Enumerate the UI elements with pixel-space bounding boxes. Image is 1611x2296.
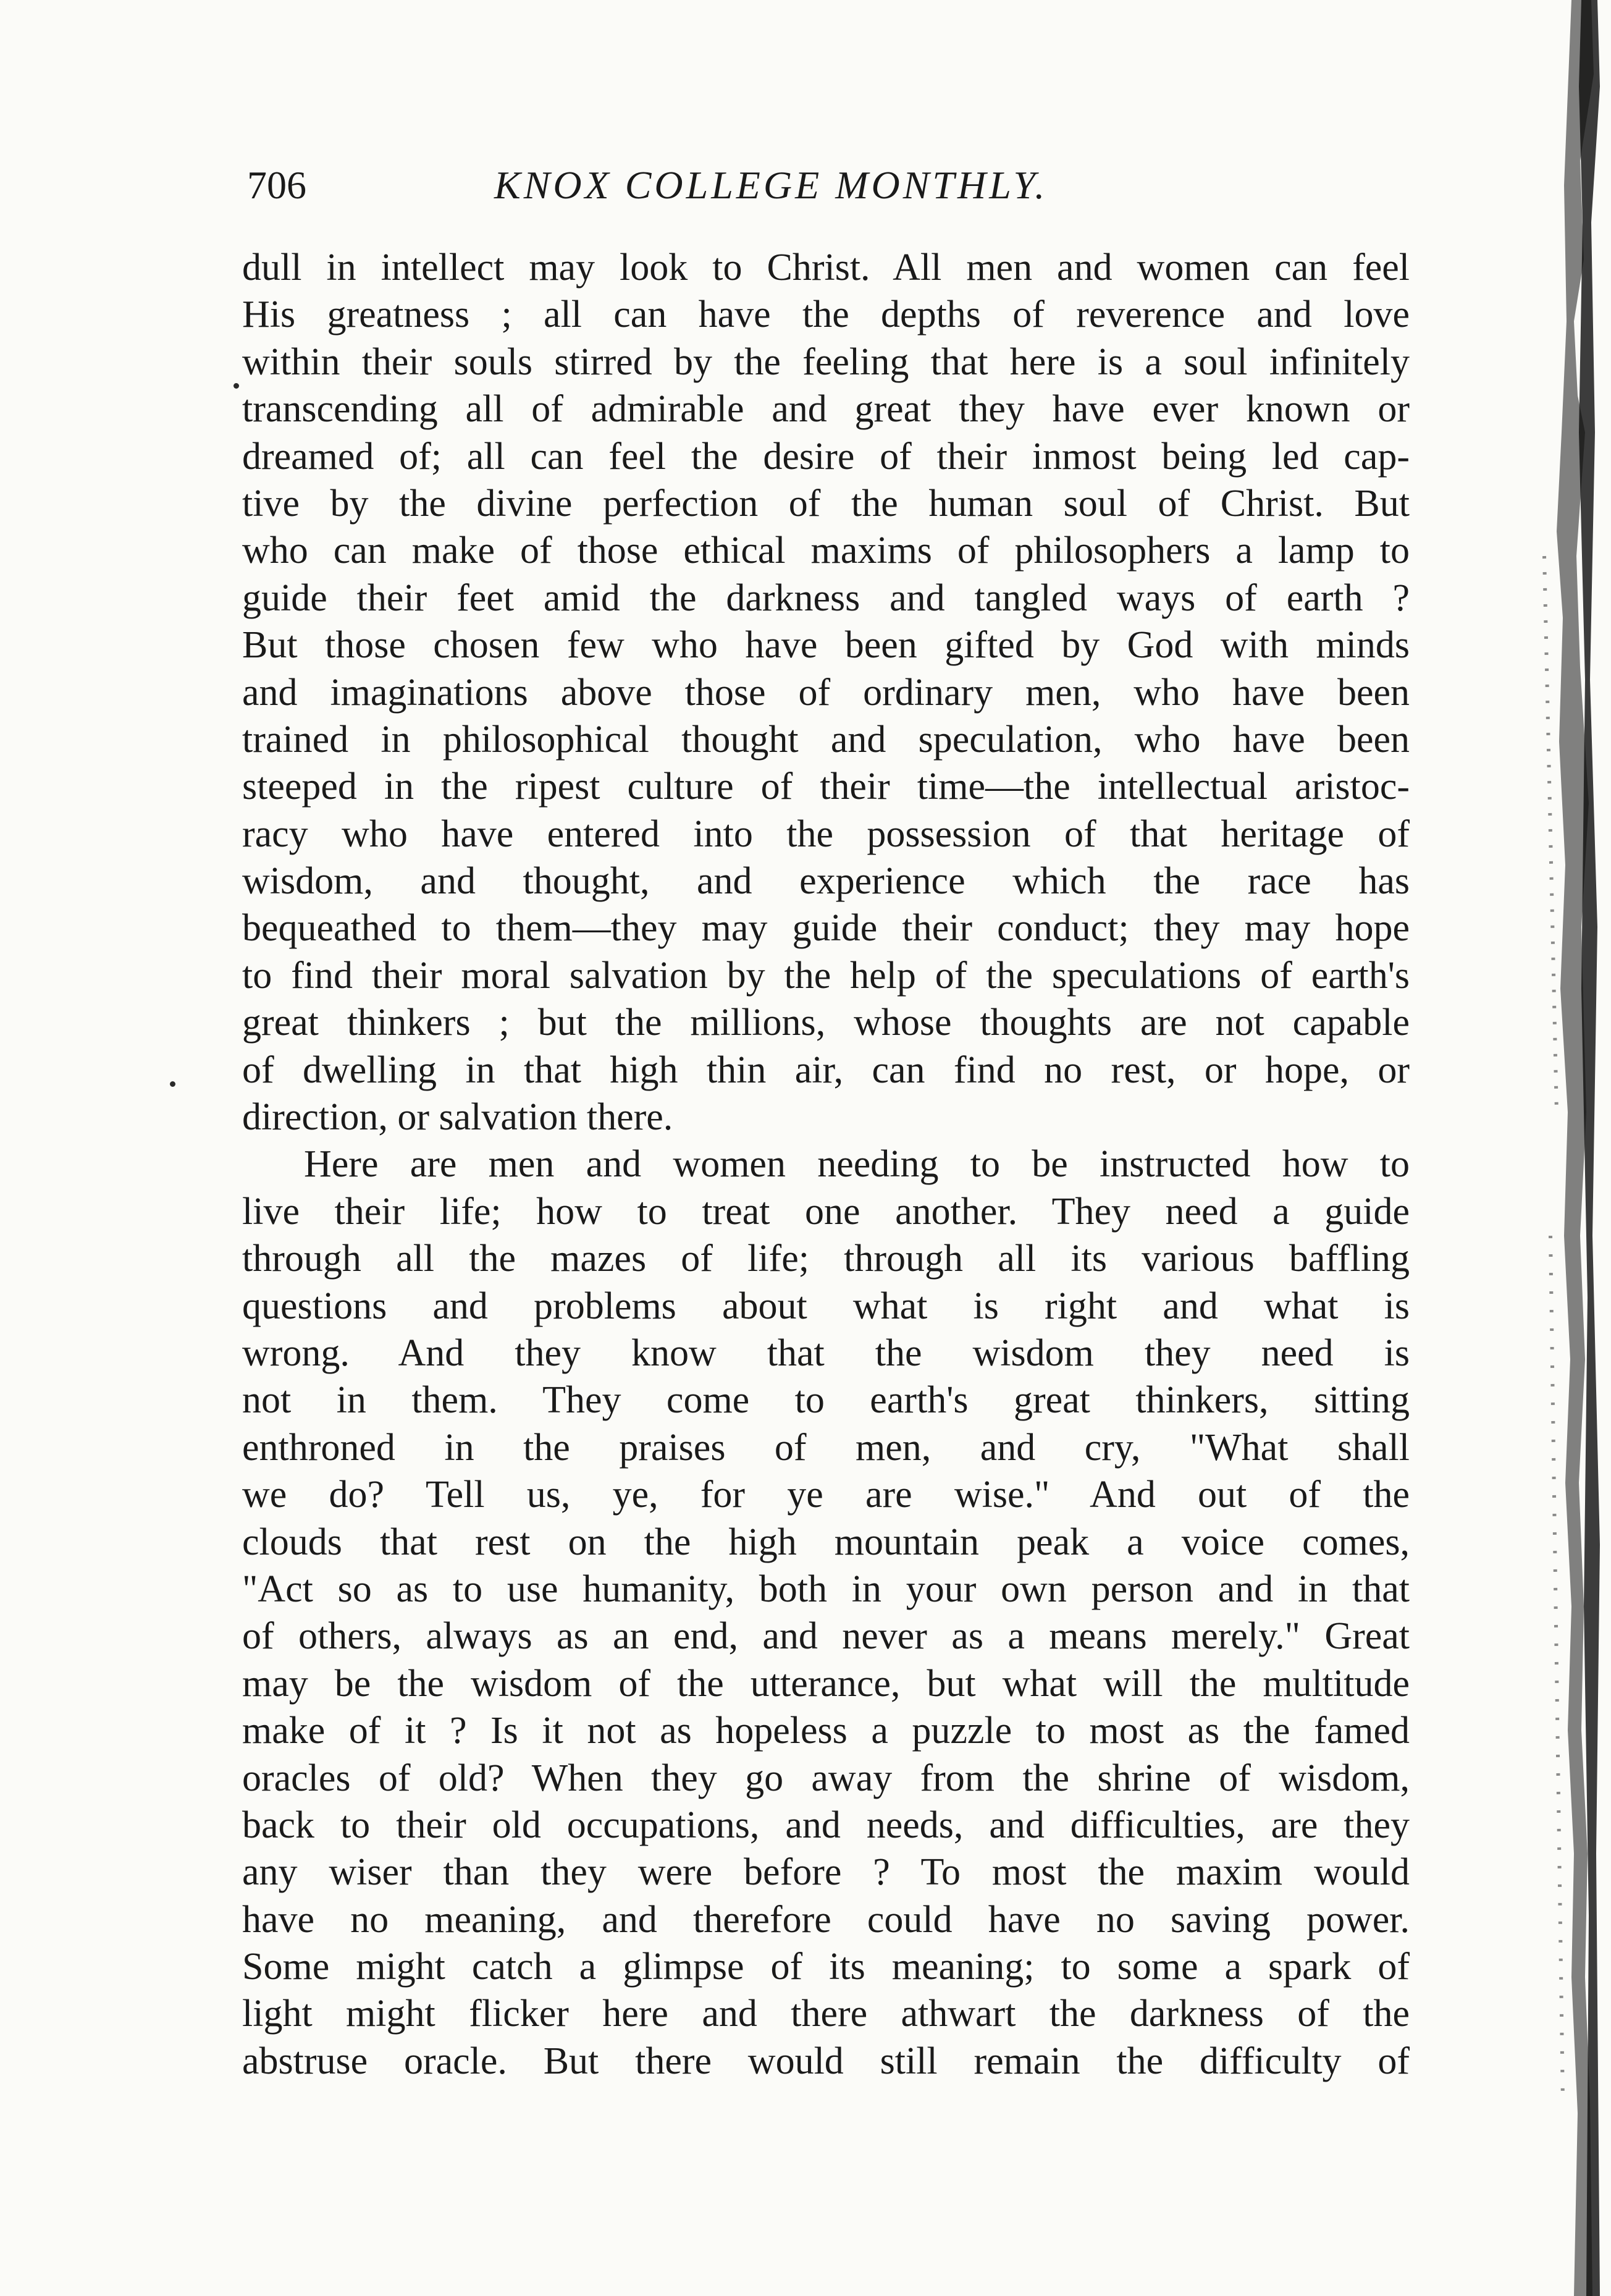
text-line: any wiser than they were before ? To most the maxim would <box>242 1851 1410 1894</box>
text-line: not in them. They come to earth's great thinkers, sitting <box>242 1379 1410 1422</box>
text-line: of others, always as an end, and never as a means merely." Great <box>242 1615 1410 1658</box>
text-line: wisdom, and thought, and experience which the race has <box>242 860 1410 903</box>
text-line: steeped in the ripest culture of their time—the intellectual aristoc- <box>242 766 1410 808</box>
text-line: and imaginations above those of ordinary men, who have been <box>242 671 1410 714</box>
text-line: enthroned in the praises of men, and cry, "What shall <box>242 1426 1410 1469</box>
text-line: But those chosen few who have been gifted by God with minds <box>242 624 1410 667</box>
text-line: wrong. And they know that the wisdom they need is <box>242 1332 1410 1374</box>
text-line: trained in philosophical thought and speculation, who have been <box>242 718 1410 761</box>
body-text <box>242 244 1410 2085</box>
journal-title: KNOX COLLEGE MONTHLY. <box>494 163 1048 207</box>
text-line: Here are men and women needing to be instructed how to <box>304 1143 1410 1186</box>
text-line: bequeathed to them—they may guide their conduct; they may hope <box>242 907 1410 950</box>
page-number: 706 <box>247 163 306 207</box>
text-line: have no meaning, and therefore could have no saving power. <box>242 1898 1410 1941</box>
text-line: Some might catch a glimpse of its meaning; to some a spark of <box>242 1946 1410 1988</box>
text-line: through all the mazes of life; through all its various baffling <box>242 1238 1410 1280</box>
text-line: His greatness ; all can have the depths of reverence and love <box>242 293 1410 336</box>
text-line: direction, or salvation there. <box>242 1096 673 1139</box>
stray-ink-mark <box>233 383 239 389</box>
text-line: make of it ? Is it not as hopeless a puzzle to most as the famed <box>242 1710 1410 1752</box>
text-line: back to their old occupations, and needs, and difficulties, are they <box>242 1804 1410 1846</box>
text-line: to find their moral salvation by the help of the speculations of earth's <box>242 954 1410 997</box>
text-line: of dwelling in that high thin air, can find no rest, or hope, or <box>242 1049 1410 1091</box>
text-line: we do? Tell us, ye, for ye are wise." And out of the <box>242 1474 1410 1516</box>
binding-edge-scan-artifact <box>1507 0 1611 2296</box>
text-line: tive by the divine perfection of the human soul of Christ. But <box>242 482 1410 525</box>
text-line: questions and problems about what is right and what is <box>242 1285 1410 1327</box>
text-line: oracles of old? When they go away from the shrine of wisdom, <box>242 1757 1410 1799</box>
text-line: abstruse oracle. But there would still remain the difficulty of <box>242 2040 1410 2082</box>
running-head <box>247 154 1408 222</box>
text-line: may be the wisdom of the utterance, but what will the multitude <box>242 1662 1410 1705</box>
text-line: dreamed of; all can feel the desire of their inmost being led cap- <box>242 435 1410 478</box>
text-line: who can make of those ethical maxims of philosophers a lamp to <box>242 530 1410 572</box>
text-line: great thinkers ; but the millions, whose thoughts are not capable <box>242 1002 1410 1044</box>
text-line: live their life; how to treat one another. They need a guide <box>242 1190 1410 1233</box>
text-line: guide their feet amid the darkness and tangled ways of earth ? <box>242 576 1410 619</box>
text-line: dull in intellect may look to Christ. All men and women can feel <box>242 247 1410 289</box>
text-line: "Act so as to use humanity, both in your own person and in that <box>242 1568 1410 1610</box>
text-line: transcending all of admirable and great they have ever known or <box>242 388 1410 431</box>
text-line: within their souls stirred by the feeling that here is a soul infinitely <box>242 340 1410 383</box>
text-line: racy who have entered into the possession of that heritage of <box>242 812 1410 855</box>
text-line: clouds that rest on the high mountain peak a voice comes, <box>242 1521 1410 1563</box>
stray-ink-mark <box>170 1081 175 1087</box>
text-line: light might flicker here and there athwart the darkness of the <box>242 1993 1410 2035</box>
